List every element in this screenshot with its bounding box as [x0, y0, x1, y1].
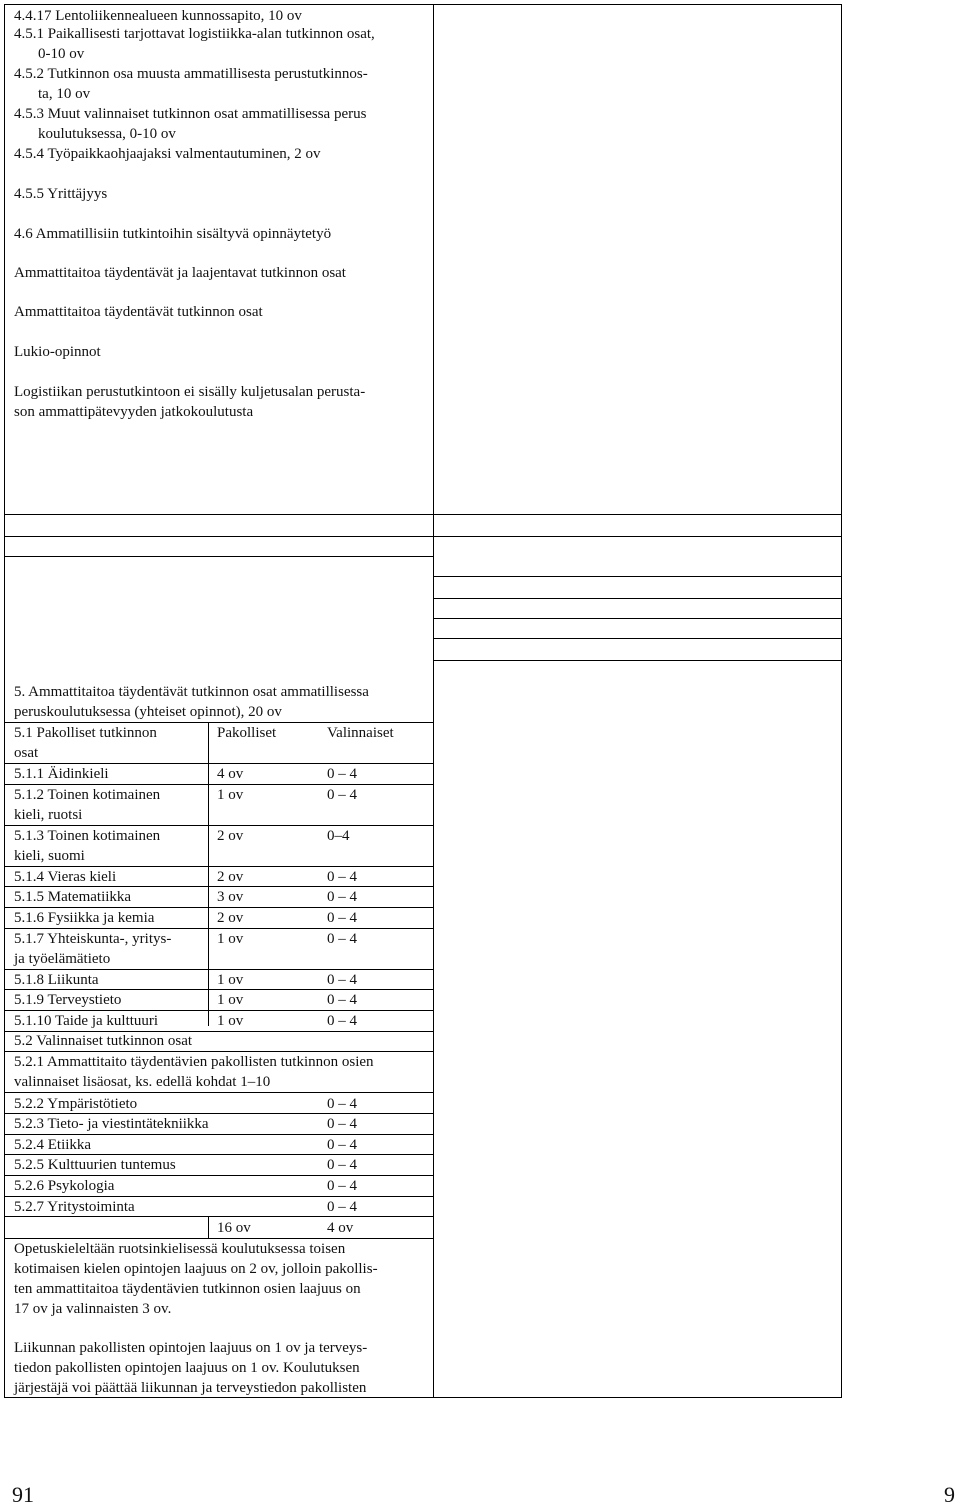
table-row-required: 1 ov	[217, 1013, 244, 1029]
elective-row-name: 5.2.7 Yritystoiminta	[14, 1199, 135, 1215]
table-header-name: osat	[14, 745, 39, 761]
row-divider	[4, 556, 434, 557]
row-divider	[4, 722, 434, 723]
table-row-optional: 0 – 4	[327, 889, 357, 905]
table-row-name: 5.1.9 Terveystieto	[14, 992, 122, 1008]
list-item: ta, 10 ov	[38, 86, 91, 102]
elective-row-optional: 0 – 4	[327, 1178, 357, 1194]
table-row-optional: 0 – 4	[327, 869, 357, 885]
table-row-required: 2 ov	[217, 910, 244, 926]
table-row-optional: 0–4	[327, 828, 350, 844]
list-item: 4.4.17 Lentoliikennealueen kunnossapito, 10 ov	[14, 8, 302, 24]
table-row-name: 5.1.7 Yhteiskunta-, yritys-	[14, 931, 172, 947]
note-paragraph: ten ammattitaitoa täydentävien tutkinnon osien laajuus on	[14, 1281, 361, 1297]
table-row-required: 2 ov	[217, 869, 244, 885]
table-row-optional: 0 – 4	[327, 931, 357, 947]
table-row-required: 1 ov	[217, 992, 244, 1008]
row-divider	[433, 660, 842, 661]
table-row-required: 2 ov	[217, 828, 244, 844]
inner-column-divider	[208, 1217, 209, 1239]
list-item: Ammattitaitoa täydentävät ja laajentavat tutkinnon osat	[14, 265, 346, 281]
table-header-name: 5.1 Pakolliset tutkinnon	[14, 725, 157, 741]
list-item: 4.5.2 Tutkinnon osa muusta ammatillisesta perustutkinnos-	[14, 66, 368, 82]
row-divider	[4, 514, 842, 515]
row-divider	[433, 576, 842, 577]
total-required: 16 ov	[217, 1220, 251, 1236]
list-item: Ammattitaitoa täydentävät tutkinnon osat	[14, 304, 263, 320]
table-row-name: 5.1.1 Äidinkieli	[14, 766, 109, 782]
table-column-divider	[433, 4, 434, 1398]
table-row-optional: 0 – 4	[327, 1013, 357, 1029]
elective-row-name: 5.2.2 Ympäristötieto	[14, 1096, 138, 1112]
elective-row-optional: 0 – 4	[327, 1137, 357, 1153]
section-title: 5. Ammattitaitoa täydentävät tutkinnon osat ammatillisessa	[14, 684, 369, 700]
note-paragraph: Opetuskieleltään ruotsinkielisessä koulutuksessa toisen	[14, 1241, 346, 1257]
list-item: koulutuksessa, 0-10 ov	[38, 126, 176, 142]
list-item: Lukio-opinnot	[14, 344, 101, 360]
note-paragraph: järjestäjä voi päättää liikunnan ja terveystiedon pakollisten	[14, 1380, 367, 1396]
page-number-right: 9	[944, 1482, 955, 1507]
table-row-required: 1 ov	[217, 787, 244, 803]
elective-row-name: 5.2.4 Etiikka	[14, 1137, 92, 1153]
list-item: Logistiikan perustutkintoon ei sisälly kuljetusalan perusta-	[14, 384, 366, 400]
list-item: 4.6 Ammatillisiin tutkintoihin sisältyvä opinnäytetyö	[14, 226, 332, 242]
table-row-name: 5.1.5 Matematiikka	[14, 889, 132, 905]
note-paragraph: tiedon pakollisten opintojen laajuus on 1 ov. Koulutuksen	[14, 1360, 360, 1376]
table-header-required: Pakolliset	[217, 725, 277, 741]
elective-row-name: 5.2.5 Kulttuurien tuntemus	[14, 1157, 176, 1173]
list-item: 4.5.5 Yrittäjyys	[14, 186, 108, 202]
row-divider	[4, 536, 842, 537]
table-row-name: 5.1.2 Toinen kotimainen	[14, 787, 161, 803]
list-item: 0-10 ov	[38, 46, 85, 62]
table-row-name: 5.1.3 Toinen kotimainen	[14, 828, 161, 844]
table-border-left	[4, 4, 5, 1398]
table-row-name: kieli, ruotsi	[14, 807, 83, 823]
table-row-optional: 0 – 4	[327, 910, 357, 926]
list-item: 4.5.1 Paikallisesti tarjottavat logistiikka-alan tutkinnon osat,	[14, 26, 375, 42]
elective-521: 5.2.1 Ammattitaito täydentävien pakollisten tutkinnon osien	[14, 1054, 374, 1070]
table-row-required: 4 ov	[217, 766, 244, 782]
table-header-optional: Valinnaiset	[327, 725, 394, 741]
row-divider	[433, 618, 842, 619]
table-row-name: kieli, suomi	[14, 848, 85, 864]
table-border-right	[841, 4, 842, 1398]
elective-row-optional: 0 – 4	[327, 1199, 357, 1215]
table-row-optional: 0 – 4	[327, 992, 357, 1008]
table-row-name: 5.1.6 Fysiikka ja kemia	[14, 910, 155, 926]
table-row-required: 3 ov	[217, 889, 244, 905]
total-optional: 4 ov	[327, 1220, 354, 1236]
list-item: son ammattipätevyyden jatkokoulutusta	[14, 404, 254, 420]
elective-row-optional: 0 – 4	[327, 1096, 357, 1112]
inner-column-divider	[208, 722, 209, 1026]
table-row-name: ja työelämätieto	[14, 951, 111, 967]
table-row-optional: 0 – 4	[327, 787, 357, 803]
list-item: 4.5.3 Muut valinnaiset tutkinnon osat ammatillisessa perus	[14, 106, 367, 122]
elective-row-name: 5.2.3 Tieto- ja viestintätekniikka	[14, 1116, 209, 1132]
row-divider	[4, 1092, 434, 1093]
table-row-name: 5.1.10 Taide ja kulttuuri	[14, 1013, 159, 1029]
elective-row-name: 5.2.6 Psykologia	[14, 1178, 115, 1194]
elective-row-optional: 0 – 4	[327, 1157, 357, 1173]
table-border-top	[4, 4, 842, 5]
table-row-required: 1 ov	[217, 972, 244, 988]
table-row-optional: 0 – 4	[327, 766, 357, 782]
note-paragraph: kotimaisen kielen opintojen laajuus on 2 ov, jolloin pakollis-	[14, 1261, 378, 1277]
row-divider	[433, 598, 842, 599]
elective-521: valinnaiset lisäosat, ks. edellä kohdat 1–10	[14, 1074, 271, 1090]
table-row-name: 5.1.4 Vieras kieli	[14, 869, 117, 885]
electives-title: 5.2 Valinnaiset tutkinnon osat	[14, 1033, 193, 1049]
row-divider	[433, 638, 842, 639]
section-title: peruskoulutuksessa (yhteiset opinnot), 20 ov	[14, 704, 282, 720]
note-paragraph: 17 ov ja valinnaisten 3 ov.	[14, 1301, 172, 1317]
page-number-left: 91	[12, 1482, 34, 1507]
list-item: 4.5.4 Työpaikkaohjaajaksi valmentautuminen, 2 ov	[14, 146, 321, 162]
elective-row-optional: 0 – 4	[327, 1116, 357, 1132]
table-row-name: 5.1.8 Liikunta	[14, 972, 99, 988]
table-row-optional: 0 – 4	[327, 972, 357, 988]
note-paragraph: Liikunnan pakollisten opintojen laajuus on 1 ov ja terveys-	[14, 1340, 368, 1356]
table-row-required: 1 ov	[217, 931, 244, 947]
